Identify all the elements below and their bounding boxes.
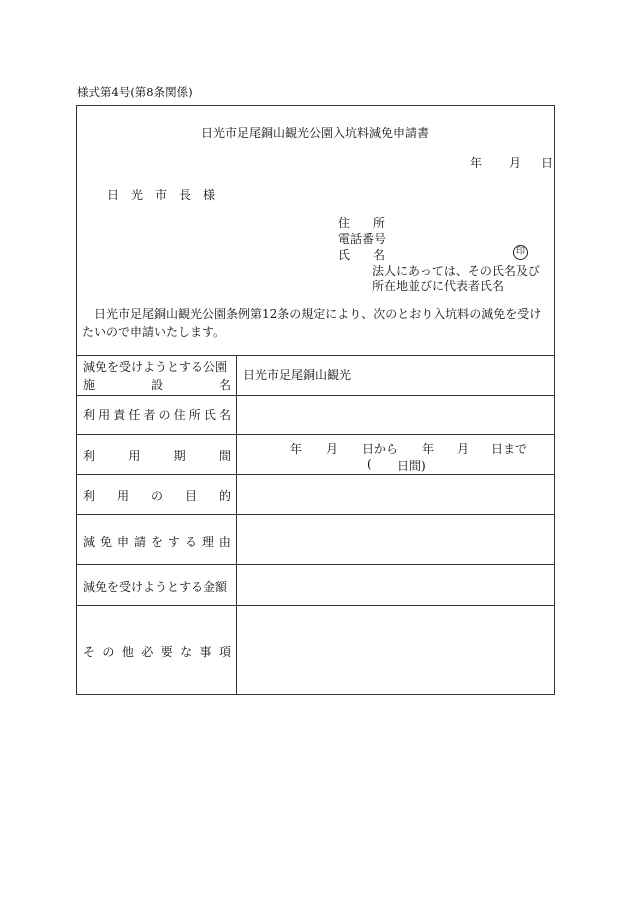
usage-purpose-label: 利 用 の 目 的 [83,489,231,503]
reduction-amount-label: 減免を受けようとする金額 [83,580,228,594]
corporate-note-line2: 所在地並びに代表者氏名 [372,279,505,293]
period-days-open-paren: ( [367,457,372,471]
addressee-char: 長 [178,188,191,202]
period-from-month[interactable]: 月 [326,442,339,456]
addressee [107,186,215,203]
reduction-reason-label: 減 免 申 請 を す る 理 由 [83,535,231,549]
period-from-year[interactable]: 年 [290,442,303,456]
period-to-year[interactable]: 年 [422,442,435,456]
other-matters-field[interactable] [237,606,554,694]
period-to-day[interactable]: 日まで [491,442,528,456]
applicant-name-label[interactable]: 氏 名 [338,248,385,262]
form-title: 日光市足尾銅山観光公園入坑料減免申請書 [200,126,429,140]
usage-period-label: 利 用 期 間 [83,449,231,463]
facility-label: 減免を受けようとする公園 施 設 名 [83,360,231,392]
application-statement: 日光市足尾銅山観光公園条例第12条の規定により、次のとおり入坑料の減免を受けたいので申請いたします。 [82,307,542,339]
usage-purpose-field[interactable] [237,475,554,513]
addressee-char: 様 [202,188,215,202]
table-divider [77,434,554,435]
reduction-reason-field[interactable] [237,515,554,563]
responsible-person-label: 利 用 責 任 者 の 住 所 氏 名 [83,408,231,422]
applicant-phone-label[interactable]: 電話番号 [338,232,387,246]
date-year[interactable]: 年 [470,156,483,170]
date-month[interactable]: 月 [509,156,522,170]
other-matters-label: そ の 他 必 要 な 事 項 [83,645,231,659]
facility-value[interactable]: 日光市足尾銅山観光 [243,368,352,382]
seal-mark-icon: 印 [513,245,528,260]
applicant-address-label[interactable]: 住 所 [338,216,385,230]
addressee-char: 光 [130,188,143,202]
form-number-label: 様式第4号(第8条関係) [77,85,193,99]
responsible-person-field[interactable] [237,396,554,434]
addressee-char: 市 [154,188,167,202]
period-from-day[interactable]: 日から [362,442,399,456]
reduction-amount-field[interactable] [237,565,554,604]
corporate-note-line1: 法人にあっては、その氏名及び [372,264,540,278]
date-day[interactable]: 日 [541,156,554,170]
period-to-month[interactable]: 月 [457,442,470,456]
addressee-char: 日 [107,188,120,202]
table-divider [77,355,554,356]
period-days[interactable]: 日間) [397,459,426,473]
